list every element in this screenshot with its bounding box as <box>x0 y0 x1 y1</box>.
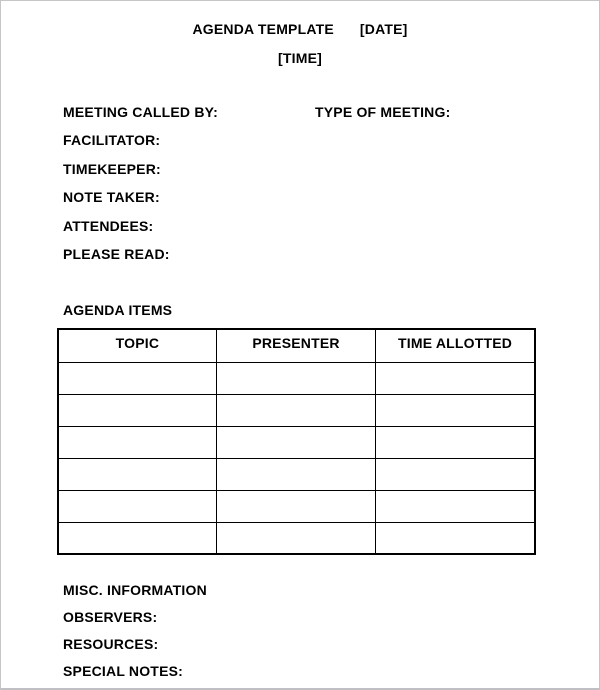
table-header-presenter: PRESENTER <box>216 329 375 362</box>
table-header-topic: TOPIC <box>58 329 216 362</box>
table-row <box>58 522 535 554</box>
field-label-attendees: ATTENDEES: <box>63 218 154 234</box>
field-label-facilitator: FACILITATOR: <box>63 132 161 148</box>
field-label-meeting-called-by: MEETING CALLED BY: <box>63 104 219 120</box>
table-cell <box>58 426 216 458</box>
table-cell <box>216 458 375 490</box>
table-cell <box>376 490 535 522</box>
agenda-items-section-title: AGENDA ITEMS <box>63 302 173 318</box>
footer-label-special-notes: SPECIAL NOTES: <box>63 663 184 679</box>
table-header-time-allotted: TIME ALLOTTED <box>376 329 535 362</box>
footer-label-observers: OBSERVERS: <box>63 609 158 625</box>
table-cell <box>216 522 375 554</box>
table-cell <box>216 426 375 458</box>
table-cell <box>58 458 216 490</box>
table-cell <box>376 458 535 490</box>
footer-label-resources: RESOURCES: <box>63 636 159 652</box>
field-label-timekeeper: TIMEKEEPER: <box>63 161 161 177</box>
table-cell <box>376 362 535 394</box>
table-cell <box>216 394 375 426</box>
field-label-note-taker: NOTE TAKER: <box>63 189 160 205</box>
date-placeholder: [DATE] <box>359 21 408 37</box>
time-placeholder: [TIME] <box>278 50 322 66</box>
table-row <box>58 362 535 394</box>
time-line <box>1 51 599 66</box>
agenda-items-table <box>57 328 536 555</box>
table-cell <box>376 394 535 426</box>
table-row <box>58 458 535 490</box>
table-body <box>58 362 535 554</box>
footer-label-misc-information: MISC. INFORMATION <box>63 582 207 598</box>
field-label-please-read: PLEASE READ: <box>63 246 170 262</box>
table-cell <box>376 426 535 458</box>
table-cell <box>58 362 216 394</box>
document-title-line <box>1 22 599 37</box>
table-cell <box>58 522 216 554</box>
field-label-type-of-meeting: TYPE OF MEETING: <box>315 104 451 120</box>
table-cell <box>216 490 375 522</box>
table-row <box>58 426 535 458</box>
document-title: AGENDA TEMPLATE <box>192 21 334 37</box>
table-header-row <box>58 329 535 362</box>
table-cell <box>58 394 216 426</box>
table-row <box>58 490 535 522</box>
table-row <box>58 394 535 426</box>
table-cell <box>58 490 216 522</box>
table-cell <box>376 522 535 554</box>
table-cell <box>216 362 375 394</box>
